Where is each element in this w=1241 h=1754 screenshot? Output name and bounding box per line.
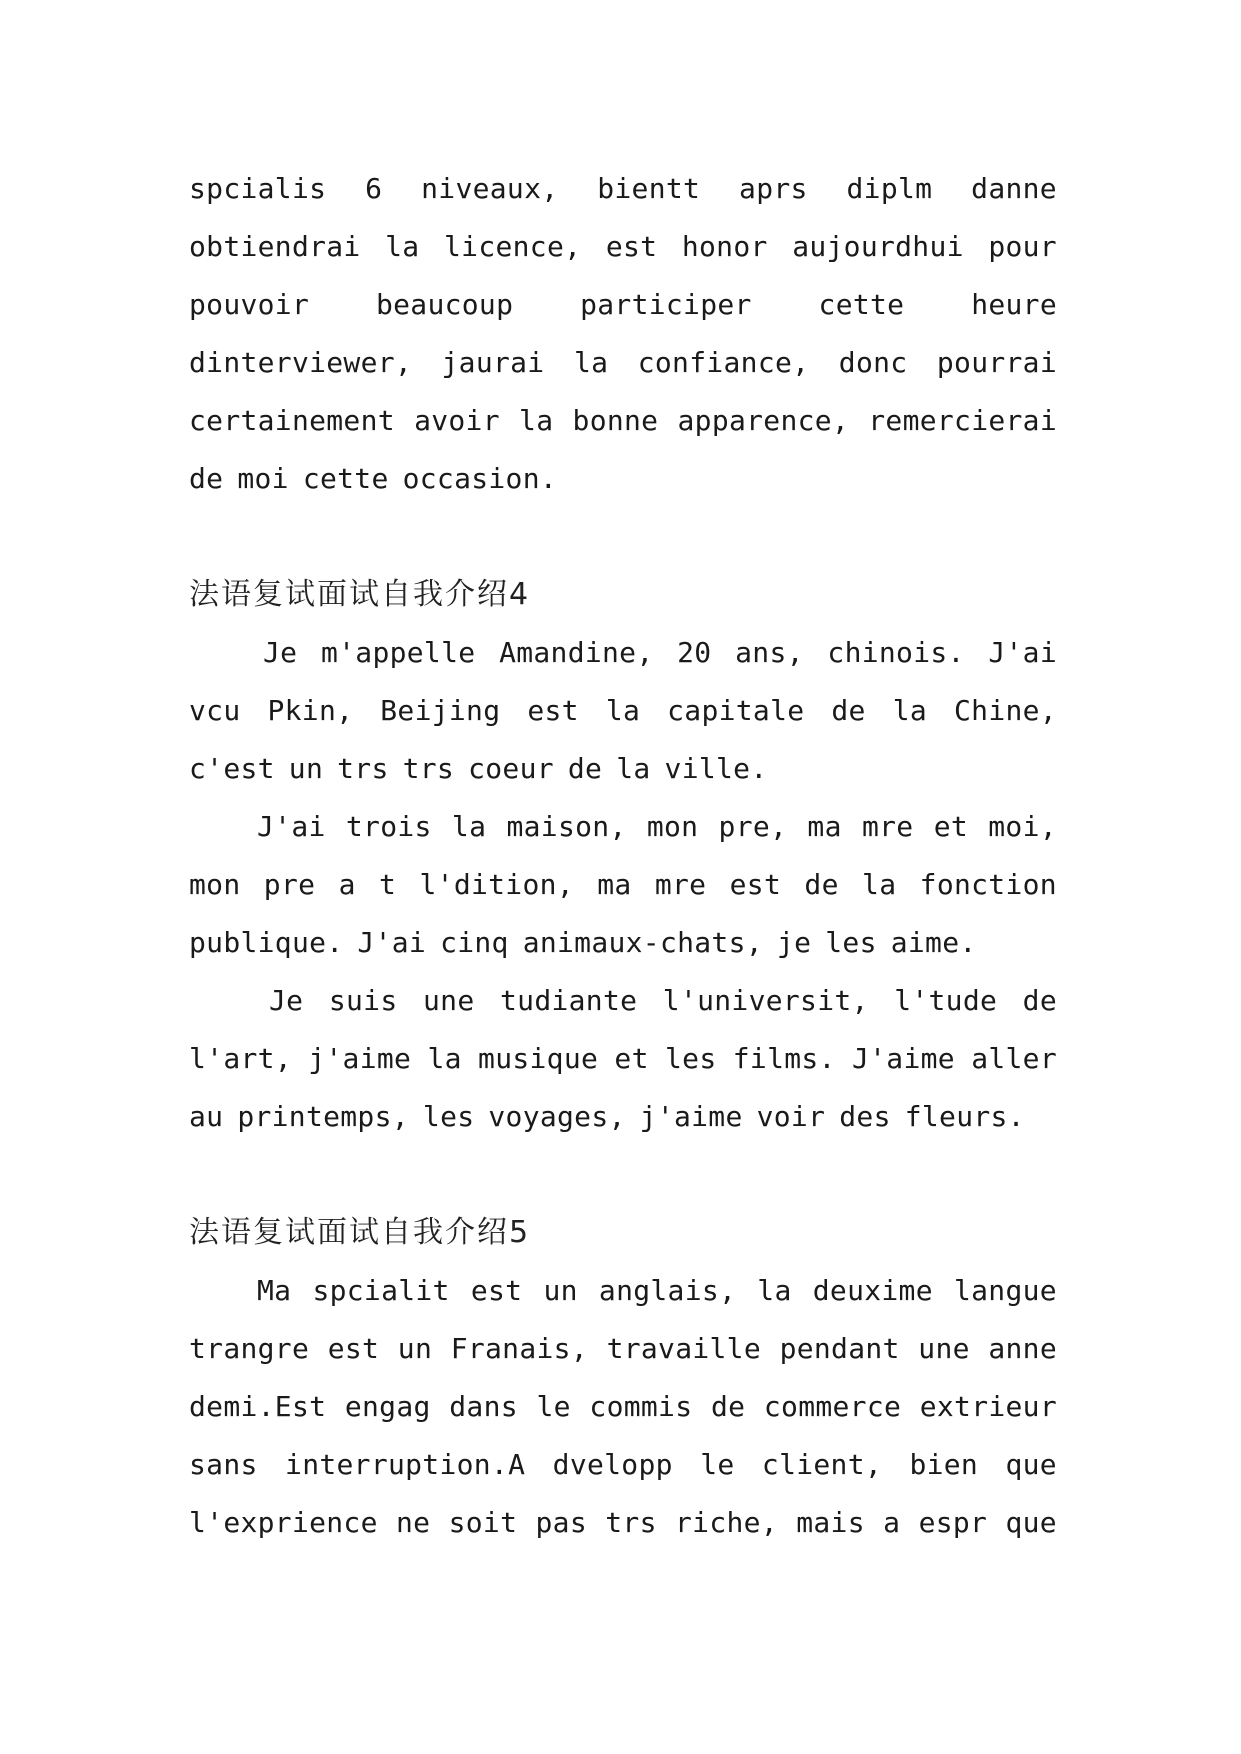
paragraph-continued [189, 160, 1057, 508]
word: mon [189, 868, 241, 901]
word: j'aime [308, 1042, 412, 1075]
word: l'dition, [419, 868, 574, 901]
word: fleurs. [904, 1100, 1025, 1133]
word: les [422, 1100, 475, 1133]
word: danne [971, 172, 1057, 205]
word: des [839, 1100, 891, 1133]
word: interruption.A [285, 1448, 526, 1481]
word: travaille [606, 1332, 761, 1365]
text-line [189, 624, 1057, 682]
text-line [189, 1030, 1057, 1088]
word: films. [732, 1042, 836, 1075]
word: bien [909, 1448, 979, 1481]
word: maison, [506, 810, 627, 843]
word: J'ai [257, 810, 326, 843]
word: Beijing [380, 694, 501, 727]
text-line [189, 856, 1057, 914]
word: voir [756, 1100, 826, 1133]
word: pour [988, 230, 1057, 263]
word: t [379, 868, 397, 901]
word: anglais, [598, 1274, 737, 1307]
word: au [189, 1100, 224, 1133]
word: obtiendrai [189, 230, 361, 263]
word: vcu [189, 694, 241, 727]
word: de [567, 752, 603, 785]
word: mre [861, 810, 914, 843]
text-line [189, 160, 1057, 218]
word: anne [988, 1332, 1057, 1365]
word: ma [597, 868, 632, 901]
word: J'ai [988, 636, 1057, 669]
word: la [862, 868, 897, 901]
word: 20 [677, 636, 712, 669]
word: que [1005, 1506, 1057, 1539]
text-line [189, 972, 1057, 1030]
word: la [573, 346, 609, 379]
paragraph-intro-name [189, 624, 1057, 798]
word: moi [237, 462, 289, 495]
word: est [470, 1274, 523, 1307]
word: est [729, 868, 782, 901]
word: mon [646, 810, 699, 843]
text-line [189, 1494, 1057, 1552]
paragraph-student [189, 972, 1057, 1146]
word: les [825, 926, 877, 959]
word: tudiante [500, 984, 638, 1017]
word: J'aime [851, 1042, 955, 1075]
word: confiance, [637, 346, 810, 379]
word: commis [589, 1390, 693, 1423]
word: Je [263, 636, 298, 669]
word: Chine, [954, 694, 1057, 727]
text-line [189, 798, 1057, 856]
text-line [189, 334, 1057, 392]
word: de [710, 1390, 746, 1423]
word: ma [807, 810, 842, 843]
word: apparence, [677, 404, 850, 437]
word: trs [402, 752, 455, 785]
word: pouvoir [189, 288, 310, 321]
word: c'est [189, 752, 275, 785]
text-line [189, 1436, 1057, 1494]
word: Pkin, [267, 694, 354, 727]
word: de [804, 868, 839, 901]
word: trois [345, 810, 432, 843]
text-line [189, 1088, 1057, 1146]
word: pre [263, 868, 316, 901]
word: un [288, 752, 324, 785]
word: de [831, 694, 866, 727]
word: musique [478, 1042, 599, 1075]
word: suis [328, 984, 398, 1017]
word: la [385, 230, 420, 263]
word: l'tude [894, 984, 998, 1017]
word: l'art, [189, 1042, 292, 1075]
word: demi.Est [189, 1390, 327, 1423]
word: animaux-chats, [522, 926, 763, 959]
word: trs [337, 752, 389, 785]
word: Franais, [450, 1332, 588, 1365]
word: aprs [739, 172, 808, 205]
word: certainement [189, 404, 395, 437]
word: heure [971, 288, 1057, 321]
word: mais [796, 1506, 865, 1539]
section-heading-4: 法语复试面试自我介绍4 [189, 577, 531, 612]
word: aujourdhui [792, 230, 964, 263]
word: moi, [988, 810, 1057, 843]
word: un [397, 1332, 433, 1365]
word: client, [761, 1448, 883, 1481]
word: ans, [735, 636, 804, 669]
word: et [614, 1042, 649, 1075]
word: la [427, 1042, 462, 1075]
text-line [189, 450, 1057, 508]
word: m'appelle [320, 636, 476, 669]
word: l'universit, [662, 984, 869, 1017]
word: soit [448, 1506, 518, 1539]
word: cinq [440, 926, 509, 959]
word: niveaux, [421, 172, 559, 205]
word: J'ai [357, 926, 427, 959]
word: capitale [667, 694, 805, 727]
word: j'aime [639, 1100, 743, 1133]
word: et [933, 810, 969, 843]
word: honor [681, 230, 768, 263]
word: dinterviewer, [189, 346, 413, 379]
word: la [451, 810, 487, 843]
word: est [327, 1332, 380, 1365]
text-line [189, 682, 1057, 740]
word: sans [189, 1448, 258, 1481]
word: ville. [664, 752, 768, 785]
word: participer [580, 288, 752, 321]
paragraph-family [189, 798, 1057, 972]
text-line [189, 1320, 1057, 1378]
text-line [189, 218, 1057, 276]
word: pourrai [936, 346, 1057, 379]
word: la [892, 694, 928, 727]
word: mre [654, 868, 707, 901]
word: que [1005, 1448, 1057, 1481]
word: ne [396, 1506, 431, 1539]
text-line [189, 1262, 1057, 1320]
word: langue [953, 1274, 1057, 1307]
word: a [883, 1506, 901, 1539]
word: une [423, 984, 475, 1017]
word: trs [605, 1506, 657, 1539]
word: voyages, [488, 1100, 626, 1133]
text-line [189, 914, 1057, 972]
word: pre, [718, 810, 788, 843]
word: licence, [444, 230, 582, 263]
word: Je [269, 984, 304, 1017]
text-line [189, 392, 1057, 450]
word: jaurai [441, 346, 545, 379]
word: coeur [468, 752, 554, 785]
word: les [665, 1042, 717, 1075]
word: bientt [597, 172, 701, 205]
word: Ma [257, 1274, 292, 1307]
word: beaucoup [375, 288, 514, 321]
text-line [189, 276, 1057, 334]
word: riche, [675, 1506, 778, 1539]
word: la [616, 752, 651, 785]
word: pendant [779, 1332, 900, 1365]
text-line [189, 1378, 1057, 1436]
word: le [700, 1448, 735, 1481]
word: aller [971, 1042, 1057, 1075]
word: dans [449, 1390, 518, 1423]
word: bonne [572, 404, 659, 437]
word: donc [838, 346, 908, 379]
word: est [605, 230, 658, 263]
word: de [189, 462, 224, 495]
word: cette [818, 288, 905, 321]
word: la [757, 1274, 792, 1307]
word: publique. [189, 926, 344, 959]
word: est [527, 694, 579, 727]
word: diplm [846, 172, 933, 205]
word: l'exprience [189, 1506, 378, 1539]
word: remercierai [868, 404, 1057, 437]
paragraph-speciality [189, 1262, 1057, 1552]
word: cette [302, 462, 389, 495]
word: chinois. [827, 636, 965, 669]
word: trangre [189, 1332, 310, 1365]
word: de [1022, 984, 1057, 1017]
word: 6 [365, 172, 383, 205]
word: la [605, 694, 641, 727]
word: spcialis [189, 172, 327, 205]
word: deuxime [812, 1274, 933, 1307]
word: extrieur [919, 1390, 1057, 1423]
word: fonction [919, 868, 1057, 901]
word: je [776, 926, 812, 959]
document-body [189, 160, 1057, 1552]
word: le [536, 1390, 571, 1423]
word: une [918, 1332, 970, 1365]
word: a [338, 868, 356, 901]
word: la [519, 404, 554, 437]
word: printemps, [237, 1100, 409, 1133]
word: pas [535, 1506, 587, 1539]
word: commerce [763, 1390, 902, 1423]
word: un [543, 1274, 578, 1307]
word: dvelopp [552, 1448, 673, 1481]
word: engag [344, 1390, 431, 1423]
word: Amandine, [499, 636, 654, 669]
word: espr [918, 1506, 988, 1539]
word: aime. [890, 926, 977, 959]
word: spcialit [312, 1274, 450, 1307]
word: occasion. [402, 462, 558, 495]
text-line [189, 740, 1057, 798]
section-heading-5: 法语复试面试自我介绍5 [189, 1215, 531, 1250]
word: avoir [414, 404, 500, 437]
